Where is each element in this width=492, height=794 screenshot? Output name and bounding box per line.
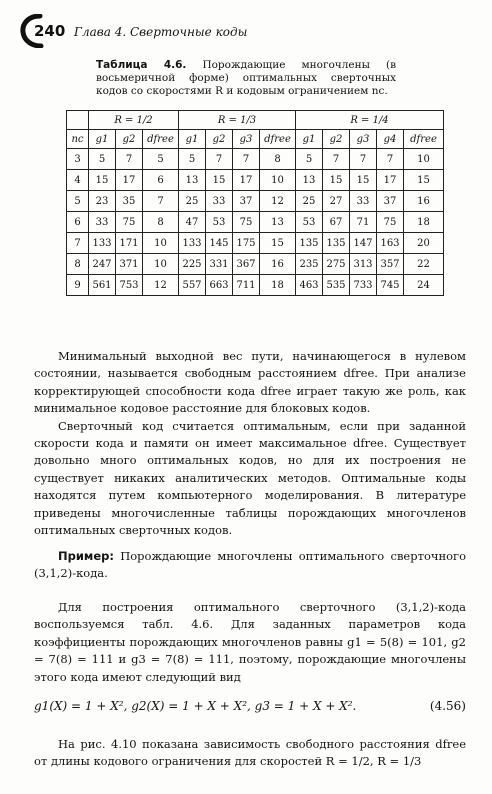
table-caption: [96, 59, 396, 98]
row-nc-cell: 3: [67, 149, 89, 170]
example-label: Пример:: [58, 549, 114, 563]
table-cell: 18: [404, 212, 444, 233]
table-row: [67, 170, 444, 191]
table-row: [67, 275, 444, 296]
table-cell: 7: [143, 191, 179, 212]
table-cell: 37: [377, 191, 404, 212]
table-cell: 733: [350, 275, 377, 296]
formula-4-56: [34, 699, 466, 713]
column-header-10: g3: [350, 130, 377, 149]
table-cell: 67: [323, 212, 350, 233]
table-cell: 53: [206, 212, 233, 233]
paragraph-1: Минимальный выходной вес пути, начинающегося в нулевом состоянии, называется свободным расстоянием dfree. При анализе корректирующей способности кода dfree играет такую же роль, как минимальное кодовое расстояние для блоковых кодов.: [34, 349, 466, 416]
table-cell: 711: [233, 275, 260, 296]
table-cell: 145: [206, 233, 233, 254]
table-cell: 53: [296, 212, 323, 233]
table-cell: 275: [323, 254, 350, 275]
paragraph-free-distance: [34, 348, 466, 539]
formula-text: g1(X) = 1 + X², g2(X) = 1 + X + X², g3 = 1 + X + X².: [34, 699, 357, 713]
table-cell: 16: [260, 254, 296, 275]
table-caption-label: Таблица 4.6.: [96, 59, 187, 71]
table-cell: 12: [260, 191, 296, 212]
table-cell: 663: [206, 275, 233, 296]
paragraph-4: На рис. 4.10 показана зависимость свободного расстояния dfree от длины кодового ограничения для скоростей R = 1/2, R = 1/3: [34, 737, 466, 769]
table-cell: 313: [350, 254, 377, 275]
page-number-badge: [20, 14, 66, 48]
column-header-4: g1: [179, 130, 206, 149]
column-header-6: g3: [233, 130, 260, 149]
table-cell: 15: [350, 170, 377, 191]
table-cell: 17: [377, 170, 404, 191]
formula-number: (4.56): [429, 699, 466, 713]
column-header-2: g2: [116, 130, 143, 149]
table-cell: 10: [143, 254, 179, 275]
column-header-0: nc: [67, 130, 89, 149]
table-cell: 247: [89, 254, 116, 275]
column-header-7: dfree: [260, 130, 296, 149]
row-nc-cell: 9: [67, 275, 89, 296]
table-cell: 5: [296, 149, 323, 170]
table-cell: 25: [296, 191, 323, 212]
table-cell: 367: [233, 254, 260, 275]
table-cell: 8: [143, 212, 179, 233]
rate-header-1-2: R = 1/2: [89, 111, 179, 130]
column-header-12: dfree: [404, 130, 444, 149]
row-nc-cell: 6: [67, 212, 89, 233]
table-cell: 75: [377, 212, 404, 233]
table-cell: 33: [206, 191, 233, 212]
table-cell: 7: [233, 149, 260, 170]
paragraph-3: Для построения оптимального сверточного (3,1,2)-кода воспользуемся табл. 4.6. Для заданных параметров кода коэффициенты порождающих многочленов равны g1 = 5(8) = 101, g2 = 7(8) = 111 и g3 = 7(8) = 111, поэтому, порождающие многочлены этого кода имеют следующий вид: [34, 600, 466, 684]
paragraph-4-block: [34, 736, 466, 771]
row-nc-cell: 7: [67, 233, 89, 254]
table-cell: 557: [179, 275, 206, 296]
table-cell: 371: [116, 254, 143, 275]
table-cell: 15: [260, 233, 296, 254]
column-header-11: g4: [377, 130, 404, 149]
table-cell: 18: [260, 275, 296, 296]
column-header-3: dfree: [143, 130, 179, 149]
table-cell: 357: [377, 254, 404, 275]
table-cell: 25: [179, 191, 206, 212]
table-cell: 15: [89, 170, 116, 191]
table-row: [67, 212, 444, 233]
table-caption-text: Порождающие многочлены (в восьмеричной форме) оптимальных сверточных кодов со скоростями R и кодовым ограничением nc.: [96, 59, 396, 97]
table-cell: 8: [260, 149, 296, 170]
row-nc-cell: 8: [67, 254, 89, 275]
column-header-1: g1: [89, 130, 116, 149]
column-header-5: g2: [206, 130, 233, 149]
table-cell: 5: [143, 149, 179, 170]
column-header-9: g2: [323, 130, 350, 149]
running-head: Глава 4. Сверточные коды: [74, 25, 248, 39]
table-cell: 7: [323, 149, 350, 170]
table-cell: 20: [404, 233, 444, 254]
table-cell: 33: [89, 212, 116, 233]
table-cell: 147: [350, 233, 377, 254]
table-cell: 163: [377, 233, 404, 254]
table-row: [67, 233, 444, 254]
table-cell: 10: [404, 149, 444, 170]
page-number: 240: [34, 22, 66, 40]
table-corner-cell: [67, 111, 89, 130]
table-cell: 75: [116, 212, 143, 233]
table-cell: 175: [233, 233, 260, 254]
table-cell: 7: [350, 149, 377, 170]
table-cell: 71: [350, 212, 377, 233]
table-cell: 15: [404, 170, 444, 191]
table-cell: 561: [89, 275, 116, 296]
row-nc-cell: 5: [67, 191, 89, 212]
table-cell: 10: [143, 233, 179, 254]
table-cell: 35: [116, 191, 143, 212]
table-cell: 12: [143, 275, 179, 296]
table-row: [67, 254, 444, 275]
table-cell: 745: [377, 275, 404, 296]
table-cell: 75: [233, 212, 260, 233]
table-cell: 47: [179, 212, 206, 233]
generator-polynomials-table: [66, 110, 444, 296]
table-cell: 22: [404, 254, 444, 275]
table-cell: 13: [296, 170, 323, 191]
rate-header-1-4: R = 1/4: [296, 111, 444, 130]
table-cell: 13: [260, 212, 296, 233]
table-cell: 331: [206, 254, 233, 275]
table-cell: 463: [296, 275, 323, 296]
table-cell: 225: [179, 254, 206, 275]
table-cell: 17: [116, 170, 143, 191]
table-cell: 13: [179, 170, 206, 191]
column-header-8: g1: [296, 130, 323, 149]
example-text: Порождающие многочлены оптимального сверточного (3,1,2)-кода.: [34, 549, 467, 581]
table-cell: 5: [179, 149, 206, 170]
table-cell: 5: [89, 149, 116, 170]
paragraph-3-block: [34, 599, 466, 686]
table-cell: 15: [206, 170, 233, 191]
table-cell: 7: [116, 149, 143, 170]
table-cell: 17: [233, 170, 260, 191]
table-cell: 10: [260, 170, 296, 191]
table-cell: 535: [323, 275, 350, 296]
table-cell: 16: [404, 191, 444, 212]
table-cell: 24: [404, 275, 444, 296]
table-cell: 753: [116, 275, 143, 296]
example-block: [34, 548, 466, 583]
row-nc-cell: 4: [67, 170, 89, 191]
table-cell: 15: [323, 170, 350, 191]
table-cell: 135: [296, 233, 323, 254]
page-header: [20, 14, 480, 48]
table-row: [67, 149, 444, 170]
table-cell: 37: [233, 191, 260, 212]
table-cell: 7: [206, 149, 233, 170]
table-cell: 133: [89, 233, 116, 254]
table-row: [67, 191, 444, 212]
table-cell: 33: [350, 191, 377, 212]
table-cell: 171: [116, 233, 143, 254]
table-cell: 7: [377, 149, 404, 170]
paragraph-2: Сверточный код считается оптимальным, если при заданной скорости кода и памяти он имеет максимальное dfree. Существует довольно много оптимальных кодов, но для их построения не существует никаких аналитических методов. Оптимальные коды находятся путем компьютерного моделирования. В литературе приведены многочисленные таблицы порождающих многочленов оптимальных сверточных кодов.: [34, 418, 466, 538]
table-cell: 6: [143, 170, 179, 191]
table-cell: 23: [89, 191, 116, 212]
rate-header-1-3: R = 1/3: [179, 111, 296, 130]
table-cell: 235: [296, 254, 323, 275]
table-cell: 133: [179, 233, 206, 254]
table-cell: 27: [323, 191, 350, 212]
table-cell: 135: [323, 233, 350, 254]
